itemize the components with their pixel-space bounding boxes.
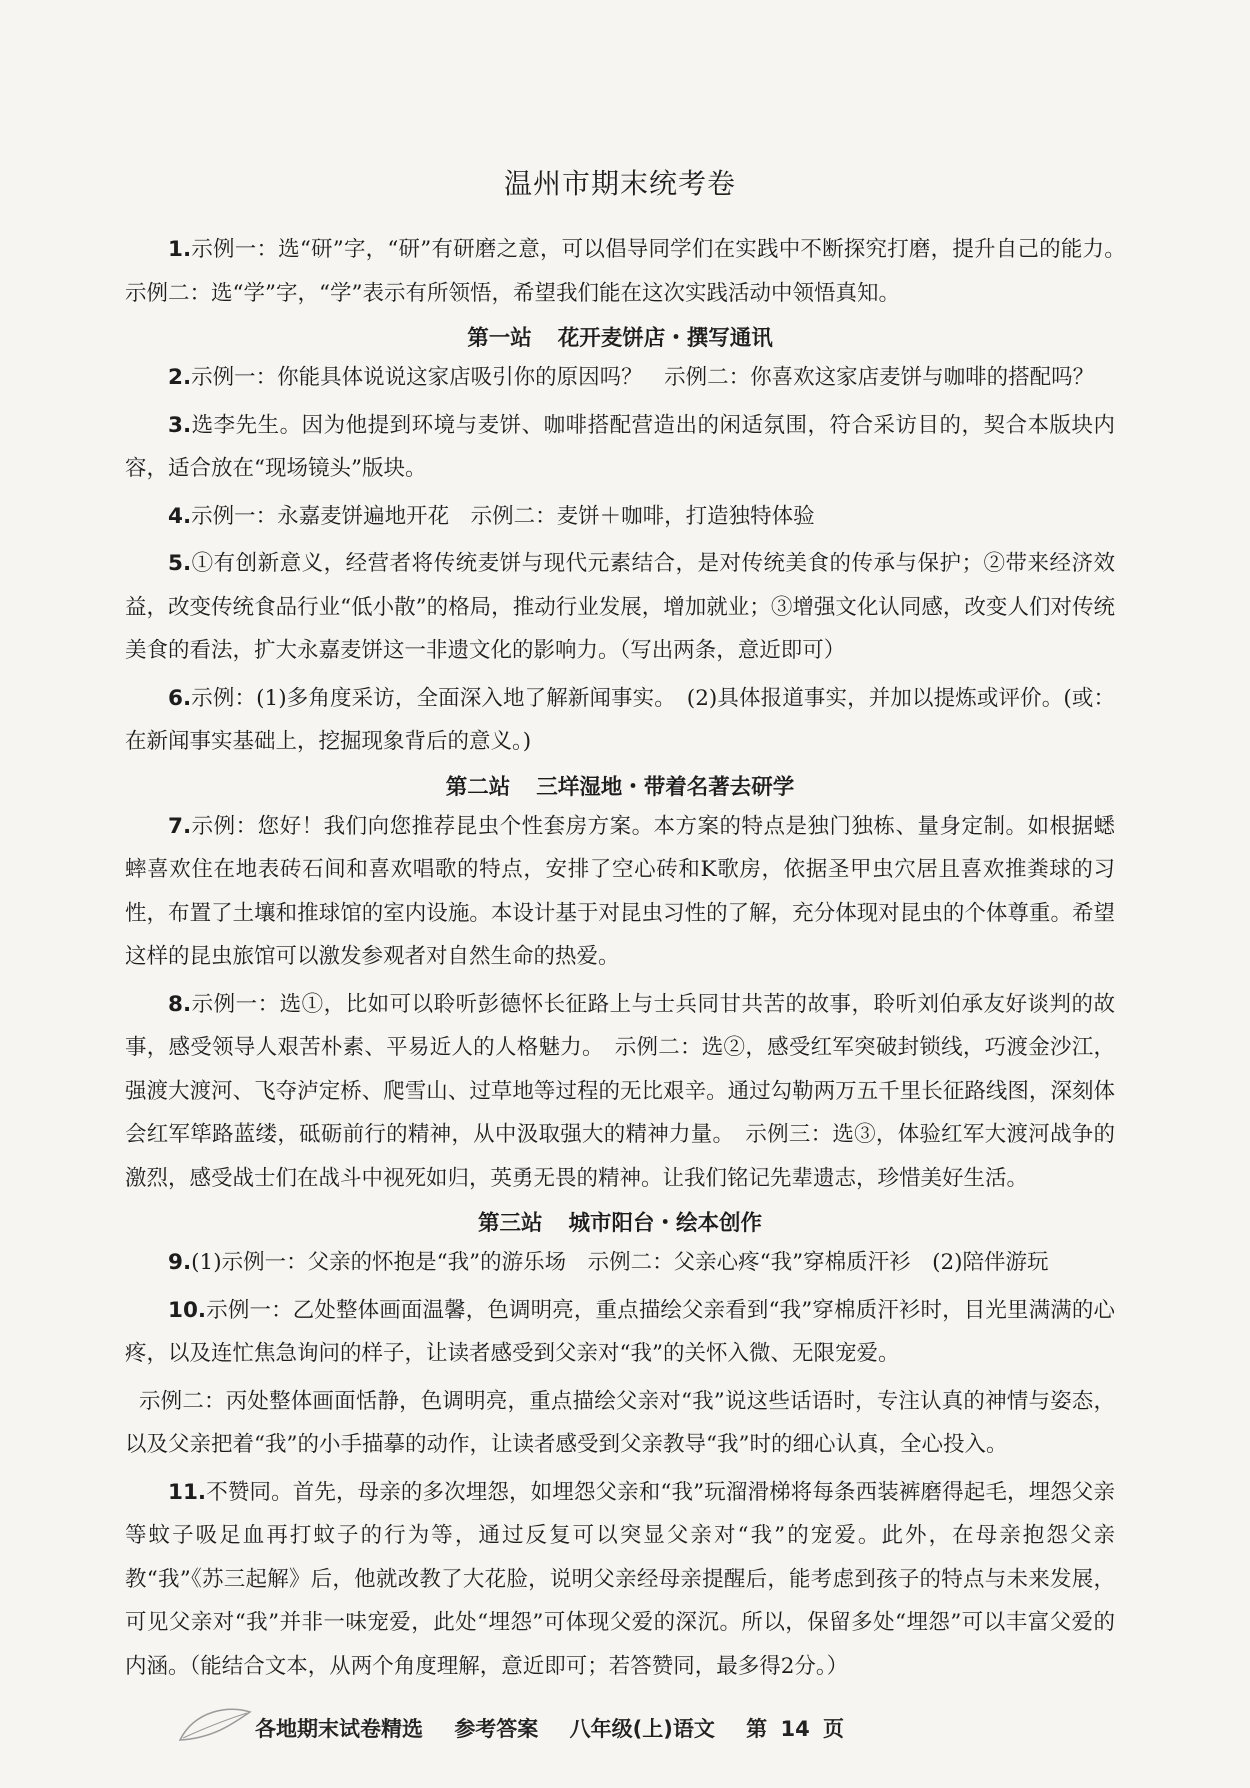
question-number: 5.	[168, 551, 192, 576]
answer-7	[125, 805, 1115, 979]
answer-11	[125, 1471, 1115, 1689]
answer-text: ①有创新意义，经营者将传统麦饼与现代元素结合，是对传统美食的传承与保护；②带来经济效益，改变传统食品行业“低小散”的格局，推动行业发展，增加就业；③增强文化认同感，改变人们对传统美食的看法，扩大永嘉麦饼这一非遗文化的影响力。（写出两条，意近即可）	[125, 551, 1115, 663]
answer-1	[125, 228, 1137, 315]
answer-8	[125, 983, 1115, 1201]
question-number: 8.	[168, 991, 192, 1017]
answer-text: 示例：(1)多角度采访，全面深入地了解新闻事实。 (2)具体报道事实，并加以提炼或评价。(或：在新闻事实基础上，挖掘现象背后的意义。)	[125, 685, 1115, 754]
question-number: 2.	[168, 365, 192, 390]
answer-text: 示例一：选①，比如可以聆听彭德怀长征路上与士兵同甘共苦的故事，聆听刘伯承友好谈判的故事，感受领导人艰苦朴素、平易近人的人格魅力。 示例二：选②，感受红军突破封锁线，巧渡金沙江，强渡大渡河、飞夺泸定桥、爬雪山、过草地等过程的无比艰辛。通过勾勒两万五千里长征路线图，深刻体会红军筚路蓝缕，砥砺前行的精神，从中汲取强大的精神力量。 示例三：选③，体验红军大渡河战争的激烈，感受战士们在战斗中视死如归，英勇无畏的精神。让我们铭记先辈遗志，珍惜美好生活。	[125, 991, 1115, 1191]
question-number: 4.	[168, 503, 192, 529]
station-title: 城市阳台・绘本创作	[568, 1211, 763, 1236]
answer-text: 不赞同。首先，母亲的多次埋怨，如埋怨父亲和“我”玩溜滑梯将每条西装裤磨得起毛，埋怨父亲等蚊子吸足血再打蚊子的行为等，通过反复可以突显父亲对“我”的宠爱。此外，在母亲抱怨父亲教“我”《苏三起解》后，他就改教了大花脸，说明父亲经母亲提醒后，能考虑到孩子的特点与未来发展，可见父亲对“我”并非一味宠爱，此处“埋怨”可体现父爱的深沉。所以，保留多处“埋怨”可以丰富父爱的内涵。（能结合文本，从两个角度理解，意近即可；若答赞同，最多得2分。）	[125, 1479, 1115, 1679]
question-number: 6.	[168, 685, 192, 711]
station-title: 花开麦饼店・撰写通讯	[557, 326, 773, 351]
footer-page-number: 第 14 页	[746, 1717, 844, 1741]
footer-grade: 八年级(上)语文	[569, 1717, 715, 1741]
answer-text: 示例一：乙处整体画面温馨，色调明亮，重点描绘父亲看到“我”穿棉质汗衫时，目光里满满的心疼，以及连忙焦急询问的样子，让读者感受到父亲对“我”的关怀入微、无限宠爱。	[125, 1297, 1115, 1366]
page-footer	[255, 1713, 1155, 1743]
section-heading-2	[125, 770, 1115, 801]
question-number: 7.	[168, 813, 192, 839]
answer-2	[125, 356, 1115, 400]
station-label: 第三站	[477, 1211, 543, 1236]
answer-text: 示例一：你能具体说说这家店吸引你的原因吗？ 示例二：你喜欢这家店麦饼与咖啡的搭配吗？	[191, 365, 1095, 390]
question-number: 9.	[168, 1250, 192, 1275]
station-title: 三垟湿地・带着名著去研学	[536, 774, 795, 800]
answer-text: 示例一：选“研”字，“研”有研磨之意，可以倡导同学们在实践中不断探究打磨，提升自己的能力。 示例二：选“学”字，“学”表示有所领悟，希望我们能在这次实践活动中领悟真知。	[125, 237, 1137, 306]
answer-4	[125, 495, 1115, 539]
answer-text: (1)示例一：父亲的怀抱是“我”的游乐场 示例二：父亲心疼“我”穿棉质汗衫 (2)陪伴游玩	[191, 1250, 1049, 1275]
answer-10-example-2	[125, 1380, 1115, 1467]
station-label: 第二站	[445, 774, 511, 800]
answer-text: 示例：您好！我们向您推荐昆虫个性套房方案。本方案的特点是独门独栋、量身定制。如根据蟋蟀喜欢住在地表砖石间和喜欢唱歌的特点，安排了空心砖和K歌房，依据圣甲虫穴居且喜欢推粪球的习性，布置了土壤和推球馆的室内设施。本设计基于对昆虫习性的了解，充分体现对昆虫的个体尊重。希望这样的昆虫旅馆可以激发参观者对自然生命的热爱。	[125, 813, 1115, 969]
question-number: 10.	[168, 1297, 207, 1323]
answer-text: 示例二：丙处整体画面恬静，色调明亮，重点描绘父亲对“我”说这些话语时，专注认真的神情与姿态，以及父亲把着“我”的小手描摹的动作，让读者感受到父亲教导“我”时的细心认真，全心投入。	[125, 1388, 1115, 1457]
leaf-decoration-icon	[175, 1700, 255, 1750]
question-number: 3.	[168, 412, 192, 438]
station-label: 第一站	[467, 326, 532, 351]
answer-10	[125, 1289, 1115, 1376]
footer-book-title: 各地期末试卷精选	[255, 1717, 423, 1741]
question-number: 11.	[168, 1479, 207, 1505]
page-title: 温州市期末统考卷	[503, 167, 736, 200]
answer-5	[125, 542, 1115, 673]
answer-3	[125, 404, 1115, 491]
footer-section: 参考答案	[454, 1717, 539, 1741]
answer-9	[125, 1241, 1115, 1285]
answer-text: 选李先生。因为他提到环境与麦饼、咖啡搭配营造出的闲适氛围，符合采访目的，契合本版块内容，适合放在“现场镜头”版块。	[125, 412, 1115, 481]
answer-text: 示例一：永嘉麦饼遍地开花 示例二：麦饼＋咖啡，打造独特体验	[191, 503, 815, 529]
section-heading-3	[125, 1206, 1115, 1237]
answer-6	[125, 677, 1115, 764]
section-heading-1	[125, 321, 1115, 352]
question-number: 1.	[168, 237, 192, 262]
